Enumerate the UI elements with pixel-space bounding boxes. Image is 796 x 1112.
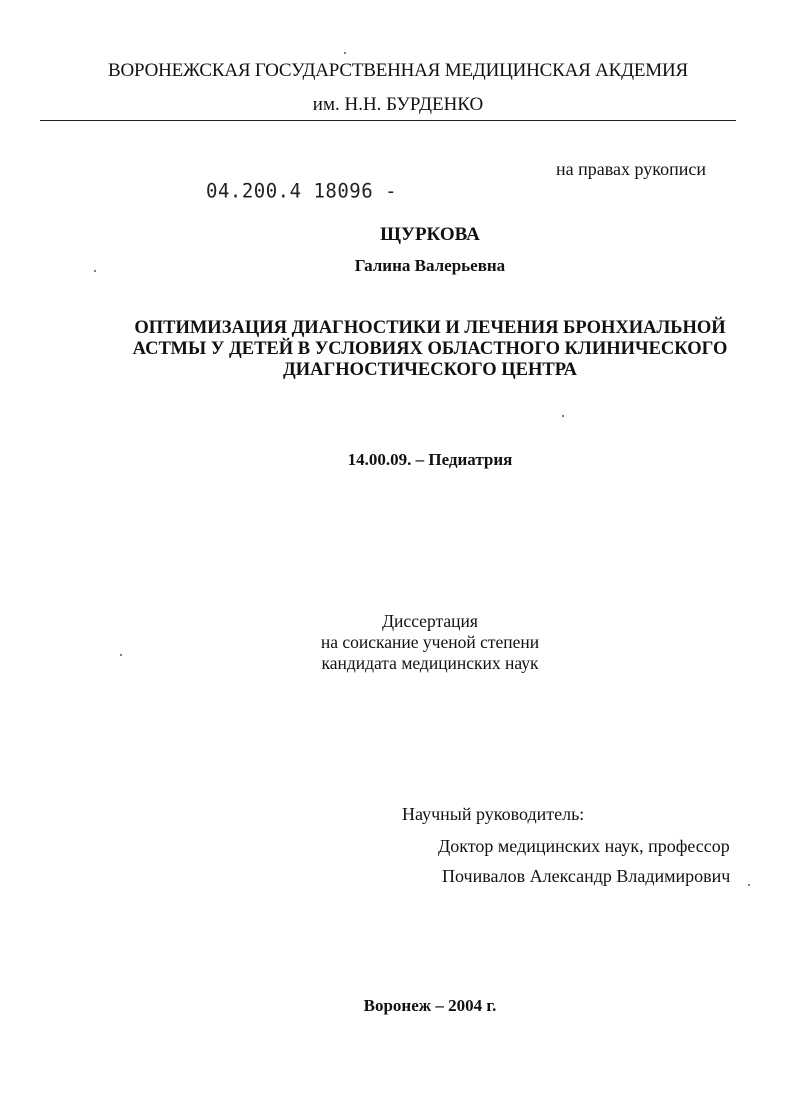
supervisor-label: Научный руководитель: [402, 804, 585, 824]
registration-stamp-number: 04.200.4 18096 - [206, 179, 398, 203]
supervisor-name: Почивалов Александр Владимирович [442, 866, 731, 886]
institution-subtitle: им. Н.Н. БУРДЕНКО [312, 94, 484, 115]
specialty-code: 14.00.09. – Педиатрия [347, 450, 513, 469]
author-given-names: Галина Валерьевна [354, 256, 506, 275]
supervisor-rank: Доктор медицинских наук, профессор [438, 836, 730, 856]
degree-line-1: Диссертация [382, 611, 478, 631]
scan-speck [120, 654, 122, 656]
degree-line-3: кандидата медицинских наук [321, 653, 539, 673]
header-divider [40, 120, 736, 121]
degree-statement [280, 611, 580, 674]
title-line-1: ОПТИМИЗАЦИЯ ДИАГНОСТИКИ И ЛЕЧЕНИЯ БРОНХИАЛЬНОЙ [134, 318, 726, 338]
scan-speck [94, 270, 96, 272]
institution-name: ВОРОНЕЖСКАЯ ГОСУДАРСТВЕННАЯ МЕДИЦИНСКАЯ АКДЕМИЯ [107, 60, 688, 81]
manuscript-rights-note: на правах рукописи [556, 159, 706, 179]
scan-speck [562, 415, 564, 417]
dissertation-title [80, 318, 780, 381]
author-surname: ЩУРКОВА [380, 224, 480, 245]
scan-speck [748, 884, 750, 886]
degree-line-2: на соискание ученой степени [320, 632, 540, 652]
title-line-2: АСТМЫ У ДЕТЕЙ В УСЛОВИЯХ ОБЛАСТНОГО КЛИНИЧЕСКОГО [132, 339, 728, 359]
scan-speck [344, 52, 346, 54]
city-year: Воронеж – 2004 г. [363, 996, 497, 1015]
title-line-3: ДИАГНОСТИЧЕСКОГО ЦЕНТРА [282, 360, 578, 380]
